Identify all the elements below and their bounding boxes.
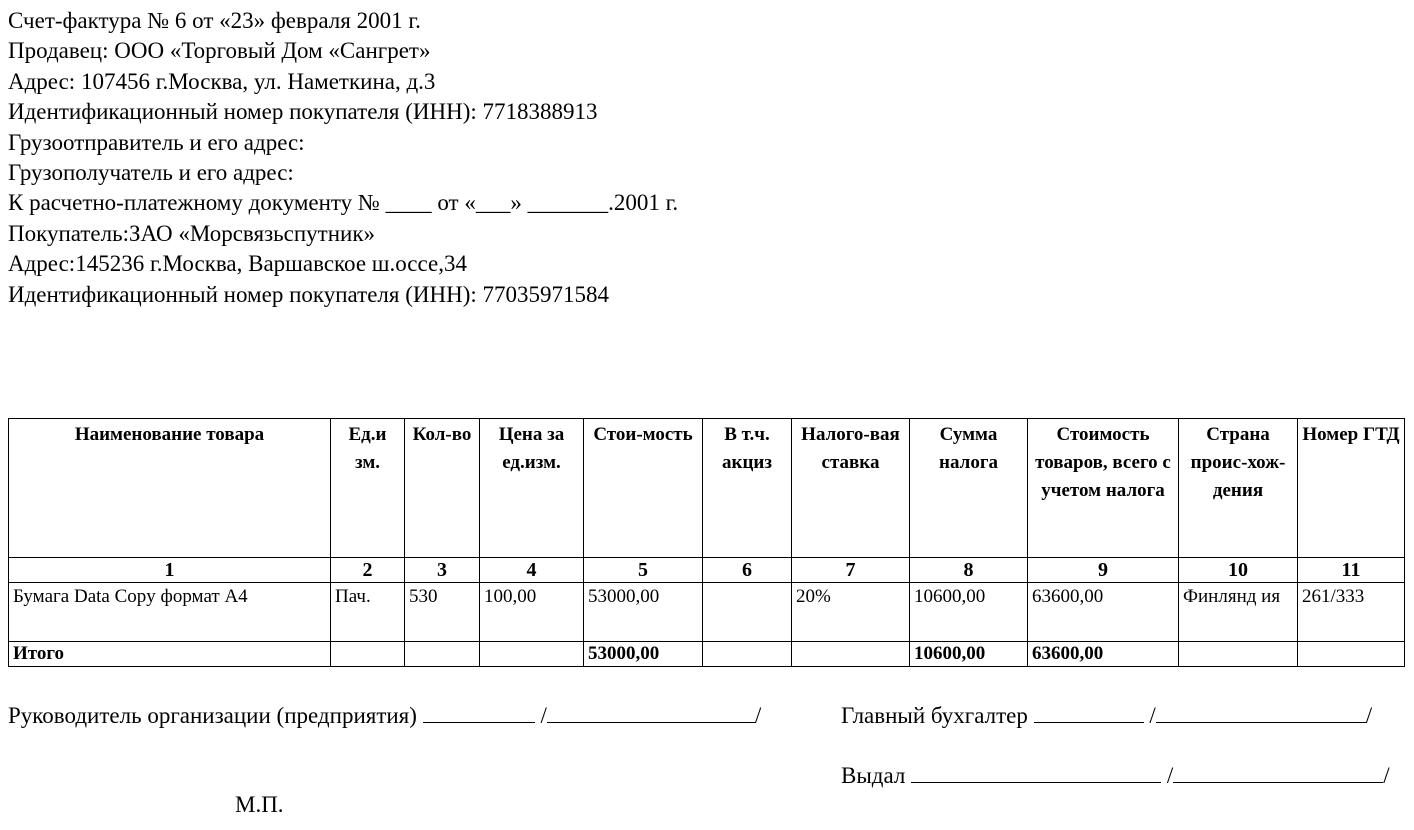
issued-slash-right: / xyxy=(1383,763,1390,788)
cell-unit: Пач. xyxy=(331,583,405,642)
buyer-line: Покупатель:ЗАО «Морсвязьспутник» xyxy=(8,220,376,246)
director-signature xyxy=(8,700,761,729)
seller-line: Продавец: ООО «Торговый Дом «Сангрет» xyxy=(8,38,431,64)
director-signature-blank xyxy=(423,700,535,723)
totals-empty xyxy=(1179,642,1298,667)
totals-tax: 10600,00 xyxy=(910,642,1028,667)
table-header-row xyxy=(9,419,1405,558)
director-label: Руководитель организации (предприятия) xyxy=(8,703,417,728)
totals-empty xyxy=(405,642,480,667)
totals-total: 63600,00 xyxy=(1028,642,1179,667)
totals-empty xyxy=(331,642,405,667)
col-number: 7 xyxy=(792,558,910,583)
column-number-row xyxy=(9,558,1405,583)
col-header-excise: В т.ч. акциз xyxy=(703,419,792,558)
director-name-blank xyxy=(547,700,755,723)
payment-document-line: К расчетно-платежному документу № ____ от «___» _______.2001 г. xyxy=(8,190,679,216)
col-number: 9 xyxy=(1028,558,1179,583)
col-header-unit: Ед.и зм. xyxy=(331,419,405,558)
accountant-signature xyxy=(841,700,1372,729)
totals-label: Итого xyxy=(9,642,331,667)
col-number: 10 xyxy=(1179,558,1298,583)
shipper-line: Грузоотправитель и его адрес: xyxy=(8,129,305,155)
invoice-title: Счет-фактура № 6 от «23» февраля 2001 г. xyxy=(8,8,421,33)
issued-name-blank xyxy=(1173,760,1383,783)
col-header-country: Страна проис-хож-дения xyxy=(1179,419,1298,558)
col-header-price: Цена за ед.изм. xyxy=(480,419,584,558)
cell-price: 100,00 xyxy=(480,583,584,642)
totals-empty xyxy=(480,642,584,667)
cell-gtd: 261/333 xyxy=(1298,583,1405,642)
cell-total: 63600,00 xyxy=(1028,583,1179,642)
col-number: 3 xyxy=(405,558,480,583)
totals-row xyxy=(9,642,1405,667)
col-header-total: Стоимость товаров, всего с учетом налога xyxy=(1028,419,1179,558)
table-row xyxy=(9,583,1405,642)
col-header-qty: Кол-во xyxy=(405,419,480,558)
director-slash-left: / xyxy=(540,703,547,728)
col-number: 8 xyxy=(910,558,1028,583)
buyer-inn: Идентификационный номер покупателя (ИНН): 77035971584 xyxy=(8,281,609,307)
totals-empty xyxy=(792,642,910,667)
seller-address: Адрес: 107456 г.Москва, ул. Наметкина, д.3 xyxy=(8,68,436,94)
col-header-rate: Налого-вая ставка xyxy=(792,419,910,558)
issued-label: Выдал xyxy=(841,763,906,788)
totals-empty xyxy=(703,642,792,667)
totals-cost: 53000,00 xyxy=(584,642,703,667)
col-header-gtd: Номер ГТД xyxy=(1298,419,1405,558)
consignee-line: Грузополучатель и его адрес: xyxy=(8,160,294,186)
invoice-table xyxy=(8,418,1405,667)
buyer-address: Адрес:145236 г.Москва, Варшавское ш.оссе,34 xyxy=(8,251,467,277)
col-header-name: Наименование товара xyxy=(9,419,331,558)
cell-cost: 53000,00 xyxy=(584,583,703,642)
cell-country: Финлянд ия xyxy=(1179,583,1298,642)
issued-signature xyxy=(841,760,1390,789)
col-header-cost: Стои-мость xyxy=(584,419,703,558)
accountant-name-blank xyxy=(1156,700,1366,723)
col-number: 4 xyxy=(480,558,584,583)
issued-signature-blank xyxy=(911,760,1161,783)
col-number: 5 xyxy=(584,558,703,583)
cell-name: Бумага Data Copy формат А4 xyxy=(9,583,331,642)
col-number: 2 xyxy=(331,558,405,583)
director-slash-right: / xyxy=(754,703,762,728)
accountant-slash-right: / xyxy=(1365,703,1373,728)
seller-inn: Идентификационный номер покупателя (ИНН): 7718388913 xyxy=(8,99,598,125)
cell-qty: 530 xyxy=(405,583,480,642)
cell-tax: 10600,00 xyxy=(910,583,1028,642)
col-number: 1 xyxy=(9,558,331,583)
accountant-slash-left: / xyxy=(1149,703,1156,728)
col-number: 6 xyxy=(703,558,792,583)
invoice-header xyxy=(8,6,678,310)
stamp-place: М.П. xyxy=(235,792,284,817)
col-header-tax: Сумма налога xyxy=(910,419,1028,558)
cell-excise xyxy=(703,583,792,642)
issued-slash-left: / xyxy=(1166,763,1174,788)
col-number: 11 xyxy=(1298,558,1405,583)
accountant-signature-blank xyxy=(1034,700,1144,723)
accountant-label: Главный бухгалтер xyxy=(841,703,1028,728)
cell-rate: 20% xyxy=(792,583,910,642)
totals-empty xyxy=(1298,642,1405,667)
